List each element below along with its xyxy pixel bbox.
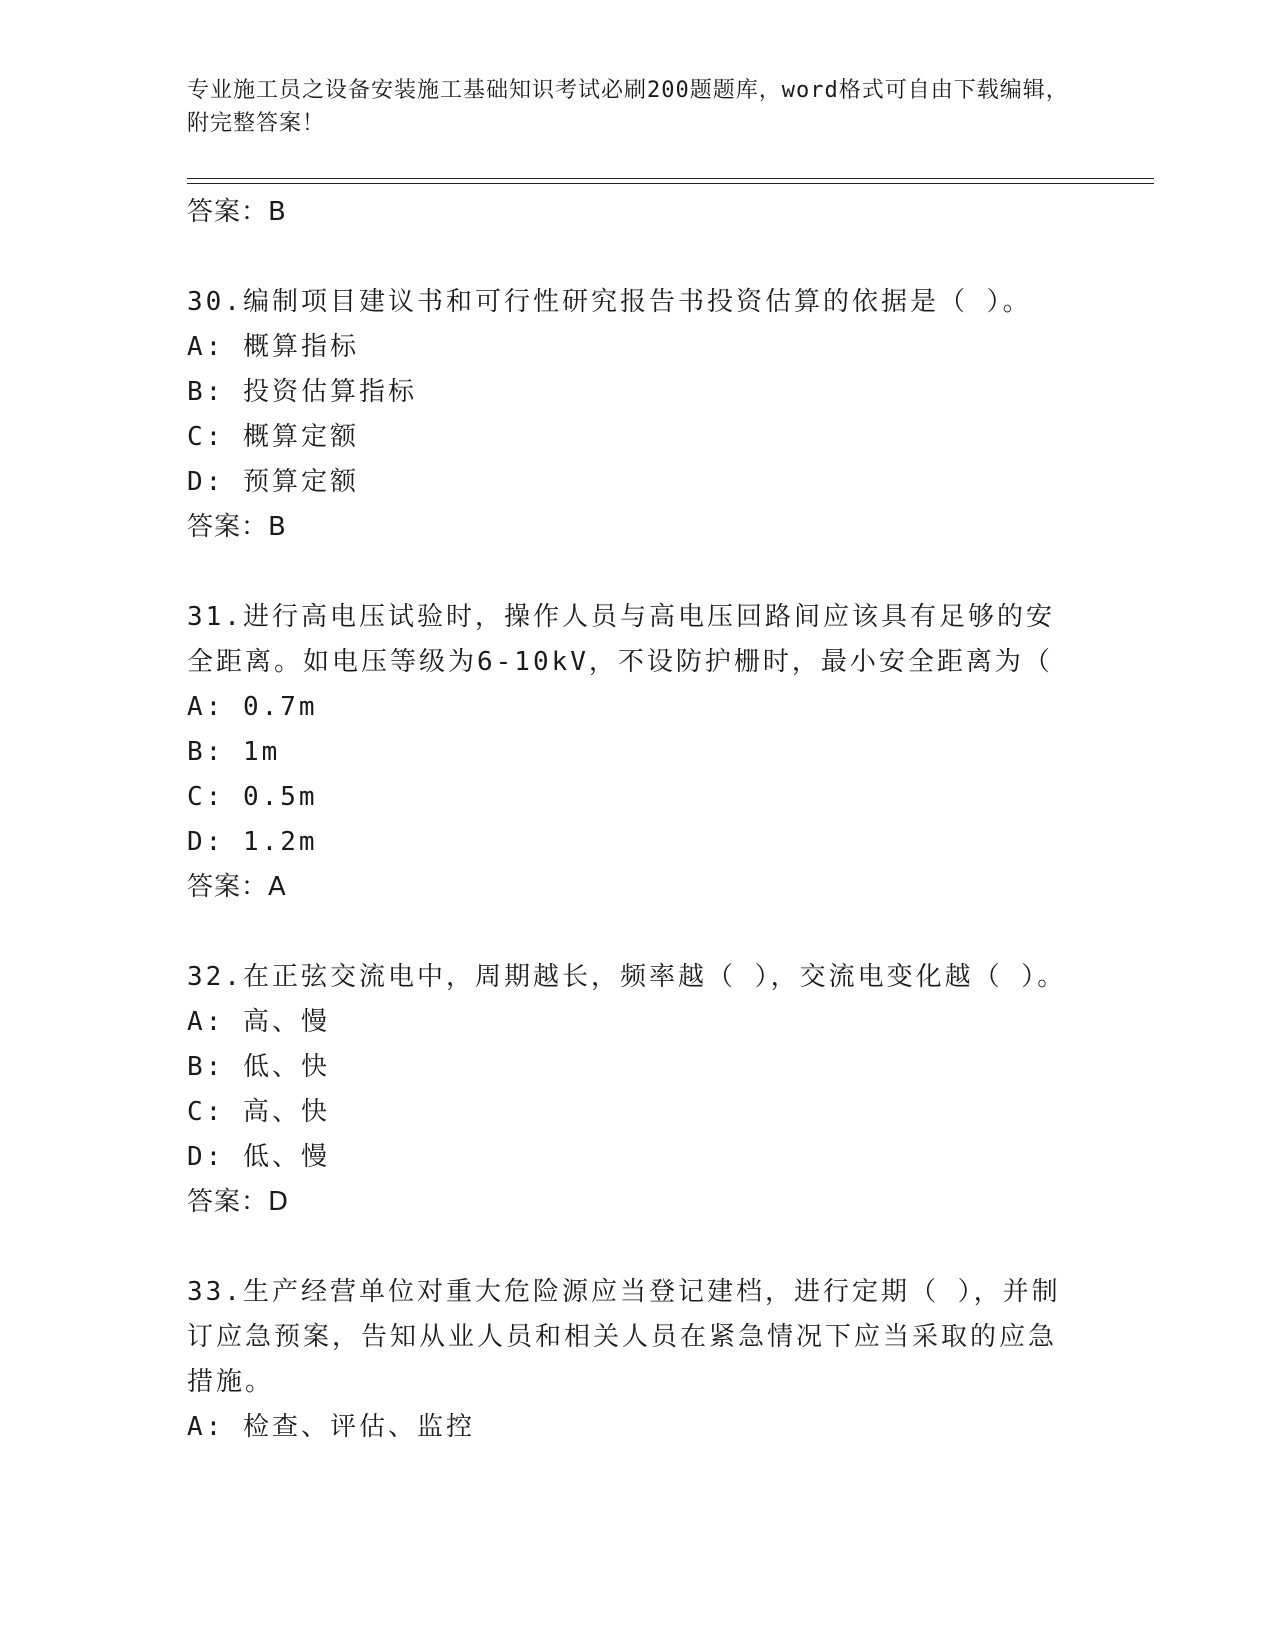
answer: 答案：A (187, 872, 287, 902)
option-b: B: 投资估算指标 (187, 377, 417, 407)
option-a: A: 0.7m (187, 692, 318, 722)
question-stem: 33.生产经营单位对重大危险源应当登记建档，进行定期（ ），并制订应急预案，告知从业人员和相关人员在紧急情况下应当采取的应急措施。 (187, 1277, 1061, 1397)
answer: 答案：D (187, 1187, 290, 1217)
option-c: C: 概算定额 (187, 422, 359, 452)
option-d: D: 1.2m (187, 827, 318, 857)
header-rule-top (187, 178, 1154, 179)
option-a: A: 概算指标 (187, 332, 359, 362)
previous-answer: 答案：B (187, 197, 287, 227)
spacer (187, 235, 1087, 280)
question-stem: 31.进行高电压试验时，操作人员与高电压回路间应该具有足够的安全距离。如电压等级为6-10kV，不设防护栅时，最小安全距离为（ (187, 602, 1055, 677)
document-header (187, 74, 1087, 140)
option-c: C: 高、快 (187, 1097, 330, 1127)
question-stem: 32.在正弦交流电中，周期越长，频率越（ ），交流电变化越（ ）。 (187, 962, 1067, 992)
question-33 (187, 1270, 1087, 1450)
question-31 (187, 595, 1087, 910)
question-30 (187, 280, 1087, 550)
option-a: A: 高、慢 (187, 1007, 330, 1037)
spacer (187, 1225, 1087, 1270)
question-32 (187, 955, 1087, 1225)
option-b: B: 1m (187, 737, 281, 767)
header-title: 专业施工员之设备安装施工基础知识考试必刷200题题库，word格式可自由下载编辑，附完整答案！ (187, 78, 1069, 136)
header-rule-bottom (187, 183, 1154, 184)
answer: 答案：B (187, 512, 287, 542)
document-body (187, 190, 1087, 1450)
spacer (187, 550, 1087, 595)
option-d: D: 低、慢 (187, 1142, 330, 1172)
option-c: C: 0.5m (187, 782, 318, 812)
option-b: B: 低、快 (187, 1052, 330, 1082)
spacer (187, 910, 1087, 955)
option-d: D: 预算定额 (187, 467, 359, 497)
question-stem: 30.编制项目建议书和可行性研究报告书投资估算的依据是（ ）。 (187, 287, 1032, 317)
option-a: A: 检查、评估、监控 (187, 1412, 475, 1442)
